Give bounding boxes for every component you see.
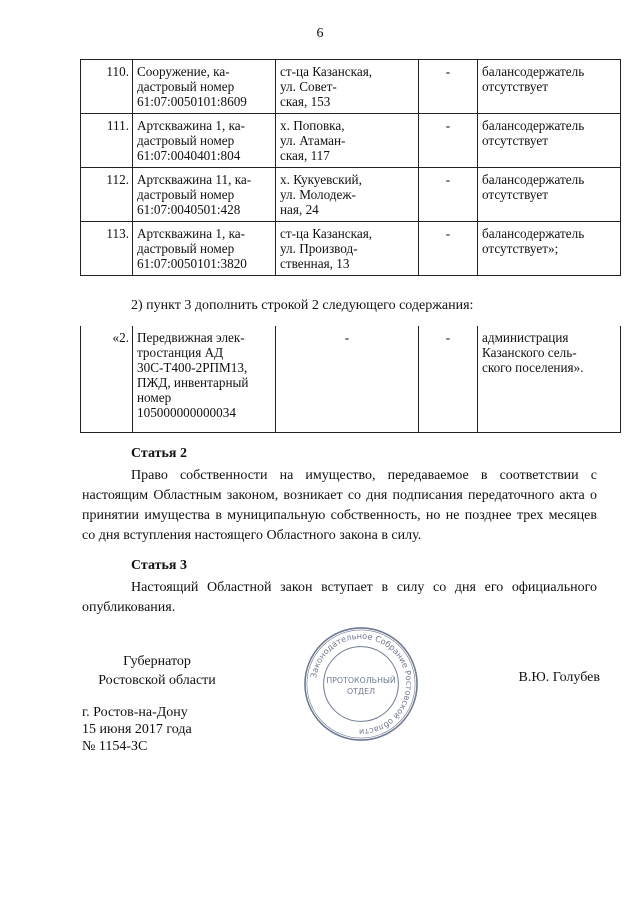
date: 15 июня 2017 года	[82, 722, 192, 737]
row-number: 112.	[81, 168, 133, 222]
stamp-seal	[302, 625, 420, 743]
object-cell: Артскважина 1, ка- дастровый номер 61:07:0050101:3820	[133, 222, 276, 276]
column4-cell: -	[419, 326, 478, 433]
article-2-title: Статья 2	[131, 446, 187, 461]
object-cell: Артскважина 1, ка- дастровый номер 61:07:0040401:804	[133, 114, 276, 168]
stamp-ring-text: Законодательное Собрание Ростовской области	[308, 630, 415, 738]
property-table	[80, 59, 621, 276]
row-number: 113.	[81, 222, 133, 276]
article-3-text	[82, 578, 597, 618]
city: г. Ростов-на-Дону	[82, 705, 188, 720]
holder-cell: балансодержатель отсутствует	[478, 168, 621, 222]
page-number: 6	[316, 26, 324, 41]
column3-cell: -	[276, 326, 419, 433]
column4-cell: -	[419, 222, 478, 276]
signature-name: В.Ю. Голубев	[518, 670, 600, 685]
holder-cell: балансодержатель отсутствует»;	[478, 222, 621, 276]
article-2-text	[82, 466, 597, 546]
stamp-center-line-2: ОТДЕЛ	[346, 686, 376, 696]
position-line-1: Губернатор	[123, 654, 191, 669]
address-cell: ст-ца Казанская, ул. Совет- ская, 153	[276, 60, 419, 114]
article-2-body: Право собственности на имущество, передаваемое в соответствии с настоящим Областным законом, возникает со дня подписания передаточного акта о принятии имущества в муниципальную собственность, но не позднее трех месяцев со дня вступления настоящего Областного закона в силу.	[82, 468, 597, 543]
object-cell: Сооружение, ка- дастровый номер 61:07:0050101:8609	[133, 60, 276, 114]
law-number: № 1154-ЗС	[82, 739, 148, 754]
signature-position	[82, 652, 232, 690]
position-line-2: Ростовской области	[98, 673, 216, 688]
article-3-body: Настоящий Областной закон вступает в силу со дня его официального опубликования.	[82, 580, 597, 615]
holder-cell: балансодержатель отсутствует	[478, 60, 621, 114]
column4-cell: -	[419, 168, 478, 222]
place-and-date	[82, 704, 192, 755]
article-3-title: Статья 3	[131, 558, 187, 573]
address-cell: х. Поповка, ул. Атаман- ская, 117	[276, 114, 419, 168]
address-cell: ст-ца Казанская, ул. Производ- ственная, 13	[276, 222, 419, 276]
column4-cell: -	[419, 114, 478, 168]
table-row	[81, 114, 621, 168]
table-row	[81, 60, 621, 114]
amendment-text: 2) пункт 3 дополнить строкой 2 следующего содержания:	[131, 298, 474, 313]
table-row	[81, 326, 621, 433]
column4-cell: -	[419, 60, 478, 114]
address-cell: х. Кукуевский, ул. Молодеж- ная, 24	[276, 168, 419, 222]
table-row	[81, 222, 621, 276]
stamp-center-line-1: ПРОТОКОЛЬНЫЙ	[326, 676, 396, 686]
object-cell: Передвижная элек- тростанция АД 30С-Т400-2РПМ13, ПЖД, инвентарный номер 105000000000034	[133, 326, 276, 433]
row-number: 111.	[81, 114, 133, 168]
holder-cell: администрация Казанского сель- ского поселения».	[478, 326, 621, 433]
added-row-table	[80, 326, 621, 433]
holder-cell: балансодержатель отсутствует	[478, 114, 621, 168]
property-table-body	[81, 60, 621, 276]
row-number: 110.	[81, 60, 133, 114]
object-cell: Артскважина 11, ка- дастровый номер 61:07:0040501:428	[133, 168, 276, 222]
table-row	[81, 168, 621, 222]
row-number: «2.	[81, 326, 133, 433]
